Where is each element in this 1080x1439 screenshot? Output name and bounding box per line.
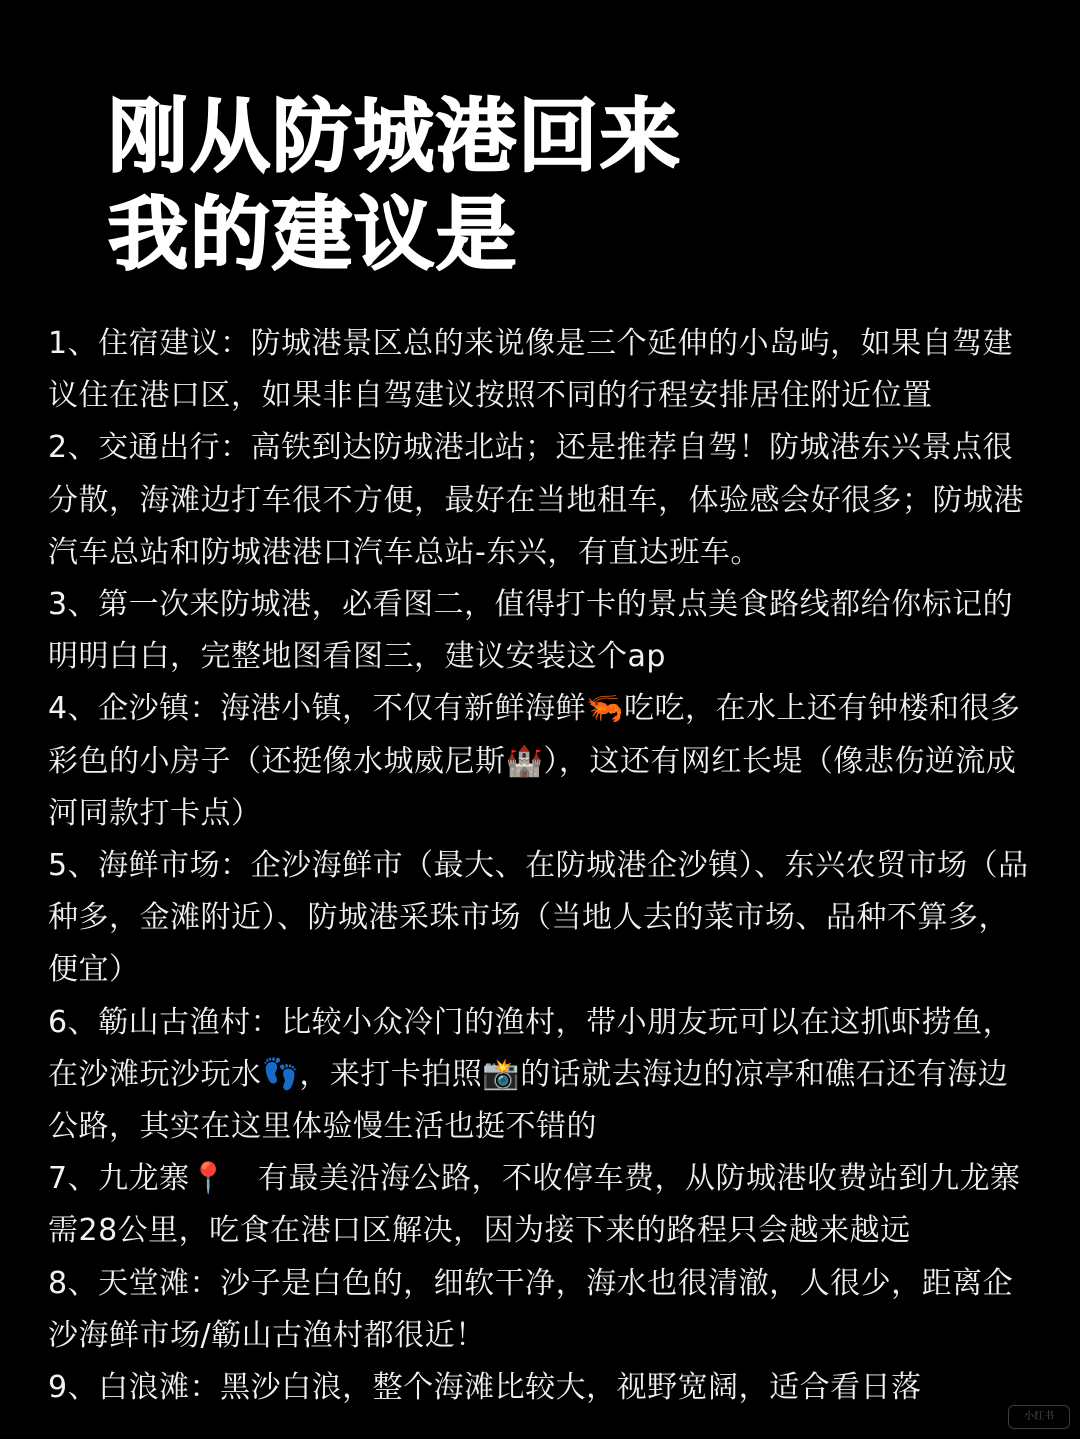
page-title xyxy=(108,88,682,284)
title-line-1: 刚从防城港回来 xyxy=(108,90,682,183)
watermark-logo: 小红书 xyxy=(1008,1405,1070,1429)
list-item-fishing-village: 6、簕山古渔村：比较小众冷门的渔村，带小朋友玩可以在这抓虾捞鱼，在沙滩玩沙玩水👣，来打卡拍照📸的话就去海边的凉亭和礁石还有海边公路，其实在这里体验慢生活也挺不错的 xyxy=(48,1004,1014,1145)
list-item-transportation: 2、交通出行：高铁到达防城港北站；还是推荐自驾！防城港东兴景点很分散，海滩边打车很不方便，最好在当地租车，体验感会好很多；防城港汽车总站和防城港港口汽车总站-东兴，有直达班车。 xyxy=(48,430,1024,570)
list-item-jiulongzhai: 7、九龙寨📍 有最美沿海公路，不收停车费，从防城港收费站到九龙寨需28公里，吃食在港口区解决，因为接下来的路程只会越来越远 xyxy=(48,1161,1021,1249)
list-item-accommodation: 1、住宿建议：防城港景区总的来说像是三个延伸的小岛屿，如果自驾建议住在港口区，如果非自驾建议按照不同的行程安排居住附近位置 xyxy=(48,326,1014,414)
list-item-tiantang-beach: 8、天堂滩：沙子是白色的，细软干净，海水也很清澈，人很少，距离企沙海鲜市场/簕山古渔村都很近！ xyxy=(48,1265,1014,1353)
list-item-first-visit: 3、第一次来防城港，必看图二，值得打卡的景点美食路线都给你标记的明明白白，完整地图看图三，建议安装这个ap xyxy=(48,587,1014,675)
title-line-2: 我的建议是 xyxy=(108,188,518,281)
list-item-seafood-market: 5、海鲜市场：企沙海鲜市（最大、在防城港企沙镇）、东兴农贸市场（品种多，金滩附近）、防城港采珠市场（当地人去的菜市场、品种不算多，便宜） xyxy=(48,848,1029,988)
list-item-qisha-town: 4、企沙镇：海港小镇，不仅有新鲜海鲜🦐吃吃，在水上还有钟楼和很多彩色的小房子（还挺像水城威尼斯🏰），这还有网红长堤（像悲伤逆流成河同款打卡点） xyxy=(48,691,1021,831)
list-item-bailang-beach: 9、白浪滩：黑沙白浪，整个海滩比较大，视野宽阔，适合看日落 xyxy=(48,1370,922,1406)
suggestion-list xyxy=(48,318,1038,1414)
